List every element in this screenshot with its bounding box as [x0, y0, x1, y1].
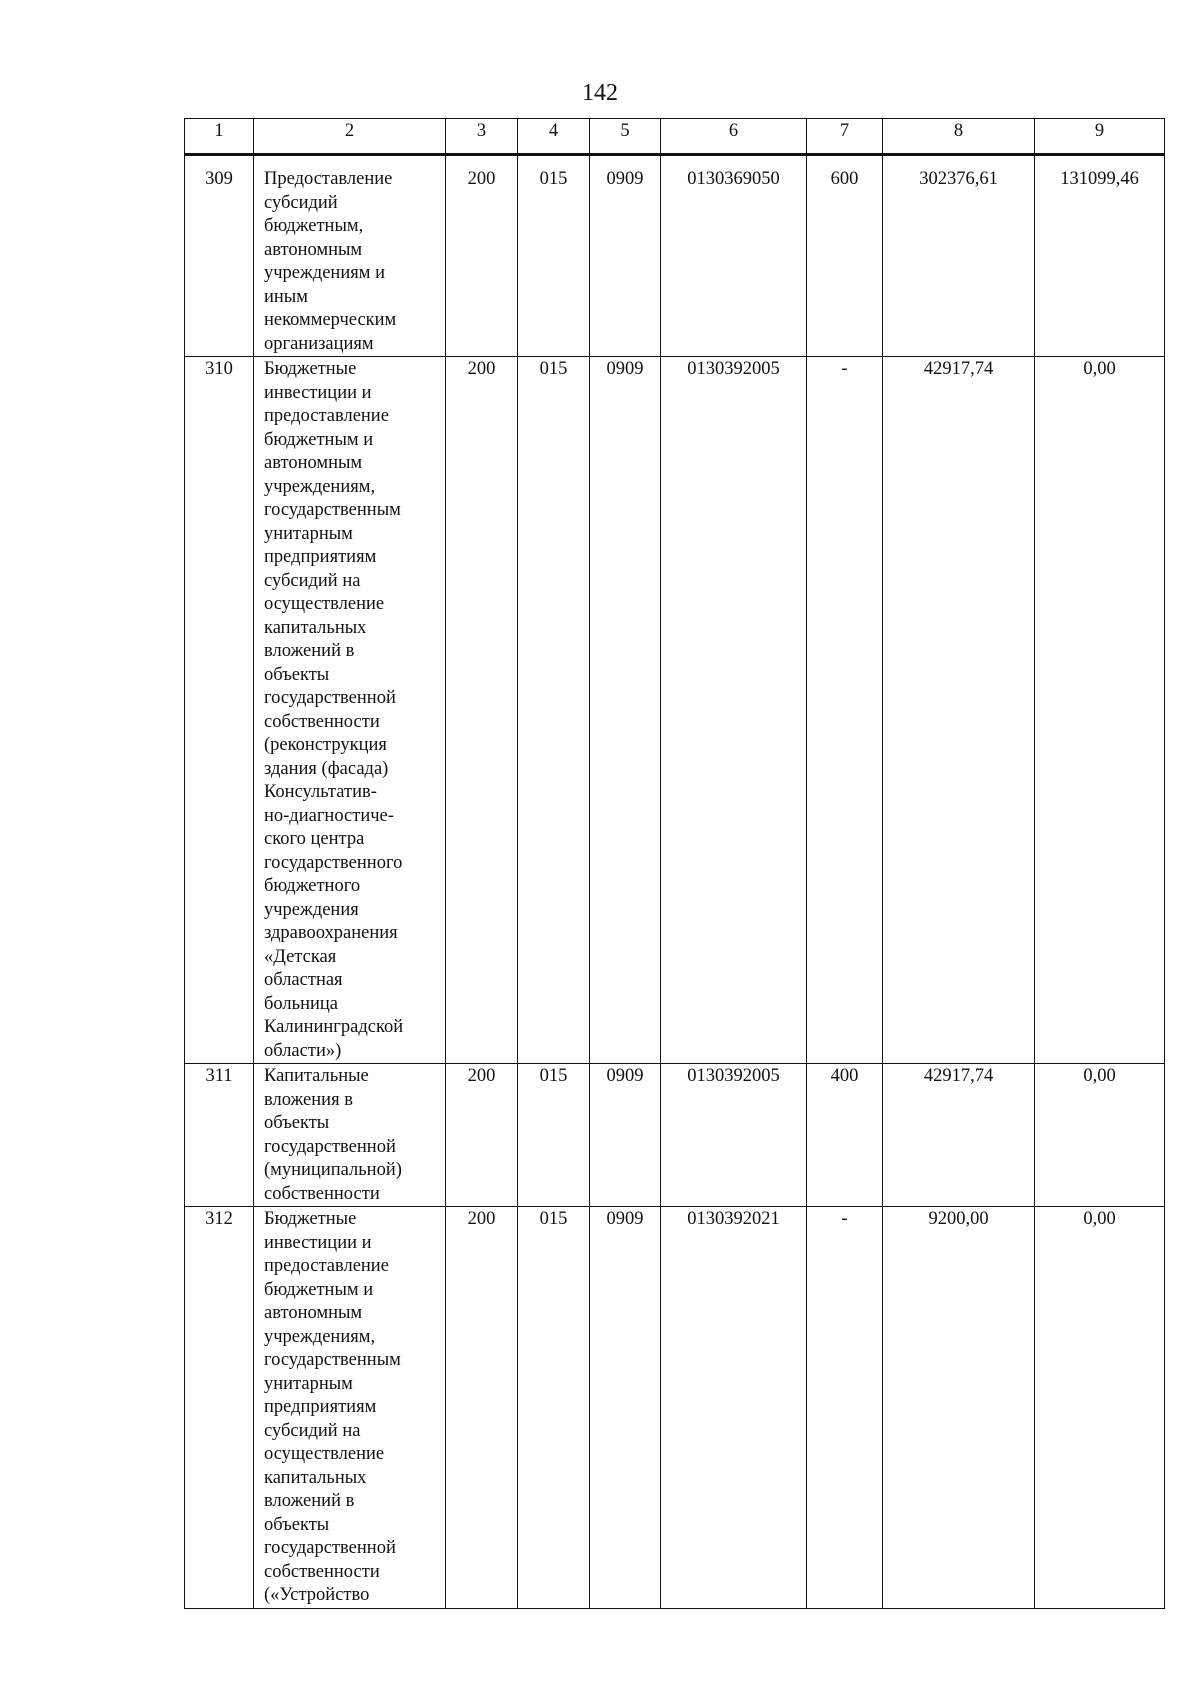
table-row — [185, 357, 1165, 1064]
page-number: 142 — [582, 80, 618, 106]
cell-col9: 0,00 — [1035, 1207, 1165, 1609]
cell-col8: 302376,61 — [883, 155, 1035, 357]
row-name: Бюджетные инвестиции и предоставление бюджетным и автономным учреждениям, государственным унитарным предприятиям субсидий на осуществление капитальных вложений в объекты государственной собственности (реконструкция здания (фасада) Консультатив- но-диагностиче- ского центра государственного бюджетного учреждения здравоохранения «Детская областная больница Калининградской области») — [254, 357, 446, 1064]
row-number: 310 — [185, 357, 254, 1064]
cell-col5: 0909 — [590, 357, 661, 1064]
cell-col3: 200 — [446, 1064, 518, 1207]
column-header: 2 — [254, 119, 446, 155]
cell-col4: 015 — [518, 1207, 590, 1609]
cell-col4: 015 — [518, 357, 590, 1064]
cell-col6: 0130392005 — [661, 1064, 807, 1207]
cell-col4: 015 — [518, 155, 590, 357]
cell-col3: 200 — [446, 357, 518, 1064]
cell-col5: 0909 — [590, 155, 661, 357]
table-row — [185, 155, 1165, 357]
table-row — [185, 1064, 1165, 1207]
column-header: 9 — [1035, 119, 1165, 155]
column-header: 8 — [883, 119, 1035, 155]
header-row — [185, 119, 1165, 155]
row-number: 311 — [185, 1064, 254, 1207]
cell-col9: 0,00 — [1035, 1064, 1165, 1207]
row-name: Предоставление субсидий бюджетным, автономным учреждениям и иным некоммерческим организациям — [254, 155, 446, 357]
cell-col7: 600 — [807, 155, 883, 357]
row-number: 312 — [185, 1207, 254, 1609]
column-header: 3 — [446, 119, 518, 155]
row-name: Капитальные вложения в объекты государственной (муниципальной) собственности — [254, 1064, 446, 1207]
cell-col9: 0,00 — [1035, 357, 1165, 1064]
cell-col5: 0909 — [590, 1207, 661, 1609]
budget-table — [184, 118, 1165, 1609]
column-header: 5 — [590, 119, 661, 155]
cell-col7: 400 — [807, 1064, 883, 1207]
cell-col6: 0130392005 — [661, 357, 807, 1064]
cell-col4: 015 — [518, 1064, 590, 1207]
row-number: 309 — [185, 155, 254, 357]
cell-col3: 200 — [446, 155, 518, 357]
cell-col8: 42917,74 — [883, 357, 1035, 1064]
cell-col7: - — [807, 1207, 883, 1609]
cell-col9: 131099,46 — [1035, 155, 1165, 357]
column-header: 7 — [807, 119, 883, 155]
cell-col5: 0909 — [590, 1064, 661, 1207]
cell-col6: 0130369050 — [661, 155, 807, 357]
column-header: 4 — [518, 119, 590, 155]
cell-col6: 0130392021 — [661, 1207, 807, 1609]
cell-col7: - — [807, 357, 883, 1064]
column-header: 1 — [185, 119, 254, 155]
row-name: Бюджетные инвестиции и предоставление бюджетным и автономным учреждениям, государственным унитарным предприятиям субсидий на осуществление капитальных вложений в объекты государственной собственности («Устройство — [254, 1207, 446, 1609]
cell-col8: 42917,74 — [883, 1064, 1035, 1207]
column-header: 6 — [661, 119, 807, 155]
cell-col3: 200 — [446, 1207, 518, 1609]
table-row — [185, 1207, 1165, 1609]
cell-col8: 9200,00 — [883, 1207, 1035, 1609]
